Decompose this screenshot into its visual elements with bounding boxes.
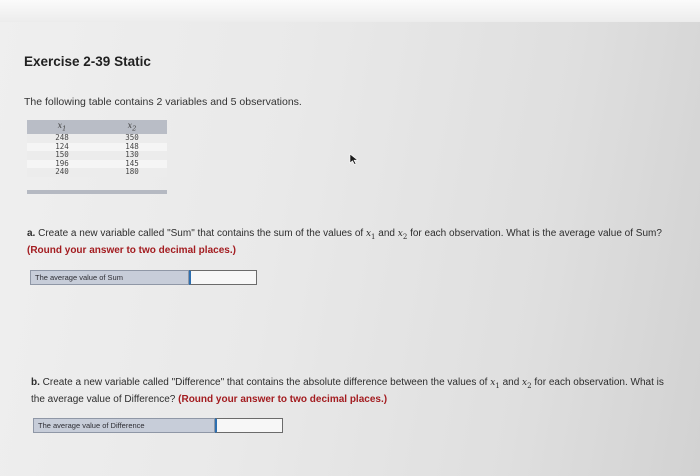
intro-text: The following table contains 2 variables and 5 observations. — [24, 96, 302, 108]
variable-x1: $x_1$ — [490, 378, 500, 390]
table-row — [27, 134, 167, 143]
variable-x2: $x_2$ — [397, 229, 408, 241]
table-row — [27, 168, 167, 177]
table-cell: 350 — [97, 134, 167, 143]
column-header-x2: $x_2$ — [97, 120, 167, 134]
top-strip — [0, 0, 700, 22]
answer-label-sum: The average value of Sum — [30, 270, 189, 285]
question-b-instruction: (Round your answer to two decimal places.) — [178, 393, 388, 405]
question-b-text-end: for each observation. What is the average value of Difference? — [31, 377, 664, 405]
table-cell: 240 — [27, 168, 97, 177]
data-table — [27, 120, 167, 177]
table-cell: 148 — [97, 143, 167, 152]
page-title: Exercise 2-39 Static — [24, 54, 151, 69]
answer-label-difference: The average value of Difference — [33, 418, 215, 433]
question-a-text: Create a new variable called "Sum" that contains the sum of the values of — [38, 228, 364, 239]
answer-row-sum — [30, 270, 257, 285]
mouse-pointer-icon — [349, 153, 359, 165]
table-bottom-bar — [27, 190, 167, 194]
question-b — [31, 376, 671, 406]
table-cell: 248 — [27, 134, 97, 143]
table-cell: 196 — [27, 160, 97, 169]
question-a-instruction: (Round your answer to two decimal places.) — [27, 244, 236, 256]
question-a — [27, 227, 692, 257]
question-b-and: and — [502, 377, 520, 388]
variable-x1: $x_1$ — [365, 229, 376, 241]
table-row — [27, 160, 167, 169]
table-cell: 145 — [97, 160, 167, 169]
column-header-x1: $x_1$ — [27, 120, 97, 134]
answer-row-difference — [33, 418, 283, 433]
table-row — [27, 143, 167, 152]
table-header-row — [27, 120, 167, 134]
table-cell: 124 — [27, 143, 97, 152]
table-row — [27, 151, 167, 160]
average-difference-input[interactable] — [215, 418, 283, 433]
table-cell: 150 — [27, 151, 97, 160]
question-b-text: Create a new variable called "Difference" that contains the absolute difference between the values of — [42, 377, 488, 388]
table-cell: 130 — [97, 151, 167, 160]
question-a-text-end: for each observation. What is the average value of Sum? — [410, 228, 662, 239]
question-a-prefix: a. — [27, 228, 36, 239]
average-sum-input[interactable] — [189, 270, 257, 285]
table-cell: 180 — [97, 168, 167, 177]
question-b-prefix: b. — [31, 377, 40, 388]
question-a-and: and — [378, 228, 395, 239]
variable-x2: $x_2$ — [522, 378, 532, 390]
